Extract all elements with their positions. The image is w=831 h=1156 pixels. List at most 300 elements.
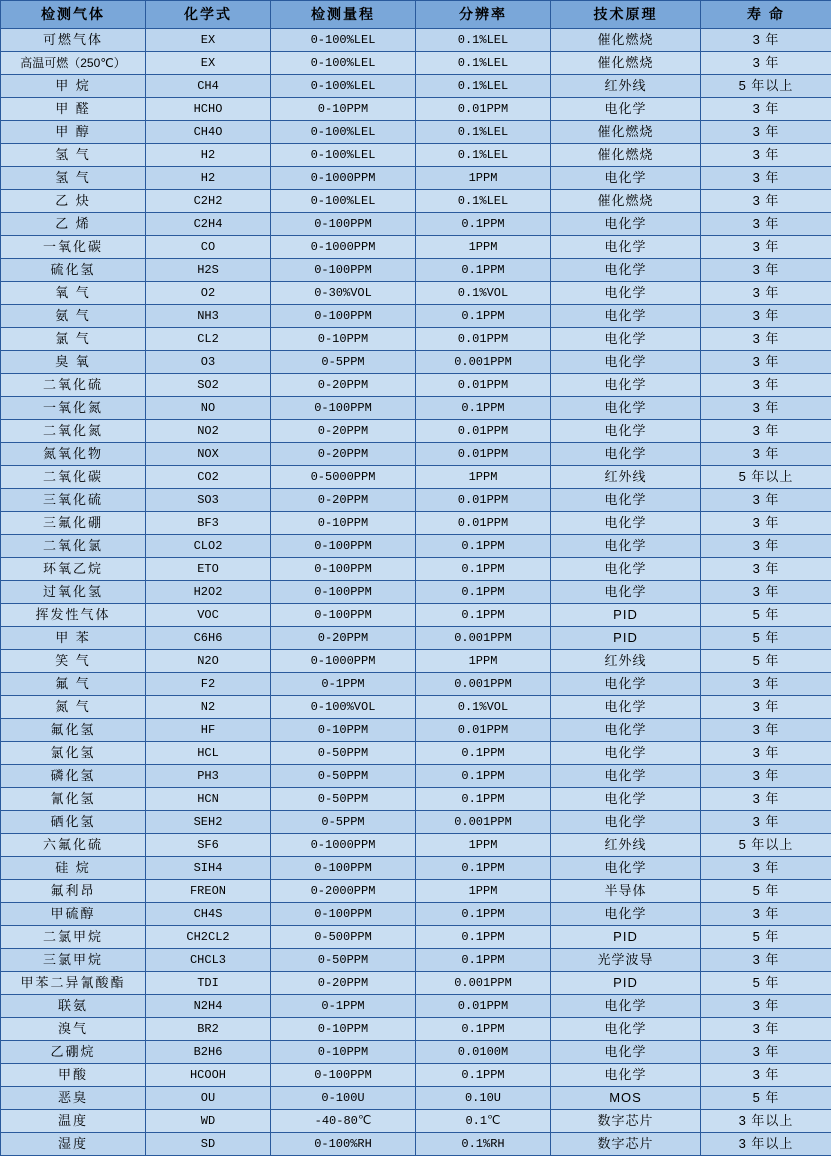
- table-row: [1, 558, 831, 581]
- cell-detection-range: 0-50PPM: [271, 949, 416, 972]
- cell-chemical-formula: CL2: [146, 328, 271, 351]
- cell-resolution: 0.1PPM: [416, 903, 551, 926]
- cell-chemical-formula: H2O2: [146, 581, 271, 604]
- cell-resolution: 0.1PPM: [416, 397, 551, 420]
- cell-detection-range: 0-1000PPM: [271, 236, 416, 259]
- table-row: [1, 949, 831, 972]
- cell-gas-name: 六氟化硫: [1, 834, 146, 857]
- cell-lifespan: 3 年: [701, 328, 831, 351]
- cell-technology: 电化学: [551, 167, 701, 190]
- cell-chemical-formula: C2H4: [146, 213, 271, 236]
- cell-technology: 电化学: [551, 903, 701, 926]
- table-row: [1, 75, 831, 98]
- cell-lifespan: 3 年: [701, 512, 831, 535]
- cell-gas-name: 氮氧化物: [1, 443, 146, 466]
- table-header-row: [1, 1, 831, 29]
- cell-technology: 红外线: [551, 75, 701, 98]
- cell-detection-range: 0-10PPM: [271, 98, 416, 121]
- cell-gas-name: 氟利昂: [1, 880, 146, 903]
- cell-resolution: 0.10U: [416, 1087, 551, 1110]
- cell-chemical-formula: CH4S: [146, 903, 271, 926]
- cell-chemical-formula: BF3: [146, 512, 271, 535]
- cell-detection-range: 0-100PPM: [271, 857, 416, 880]
- table-row: [1, 443, 831, 466]
- cell-resolution: 0.01PPM: [416, 420, 551, 443]
- cell-gas-name: 一氧化碳: [1, 236, 146, 259]
- cell-lifespan: 5 年: [701, 650, 831, 673]
- table-row: [1, 880, 831, 903]
- cell-chemical-formula: HCN: [146, 788, 271, 811]
- cell-technology: 电化学: [551, 765, 701, 788]
- table-row: [1, 1087, 831, 1110]
- cell-chemical-formula: H2: [146, 144, 271, 167]
- cell-detection-range: 0-100PPM: [271, 397, 416, 420]
- table-row: [1, 213, 831, 236]
- table-row: [1, 420, 831, 443]
- cell-chemical-formula: TDI: [146, 972, 271, 995]
- cell-chemical-formula: F2: [146, 673, 271, 696]
- cell-technology: PID: [551, 604, 701, 627]
- cell-lifespan: 5 年: [701, 926, 831, 949]
- table-row: [1, 834, 831, 857]
- cell-chemical-formula: SO3: [146, 489, 271, 512]
- table-body: [1, 29, 831, 1156]
- cell-chemical-formula: SD: [146, 1133, 271, 1156]
- cell-chemical-formula: CH4: [146, 75, 271, 98]
- cell-technology: 数字芯片: [551, 1110, 701, 1133]
- cell-gas-name: 联氨: [1, 995, 146, 1018]
- cell-chemical-formula: H2S: [146, 259, 271, 282]
- cell-lifespan: 5 年: [701, 627, 831, 650]
- cell-chemical-formula: PH3: [146, 765, 271, 788]
- cell-gas-name: 二氧化碳: [1, 466, 146, 489]
- cell-lifespan: 3 年: [701, 949, 831, 972]
- cell-technology: 电化学: [551, 213, 701, 236]
- cell-technology: 电化学: [551, 673, 701, 696]
- cell-technology: 半导体: [551, 880, 701, 903]
- table-row: [1, 995, 831, 1018]
- cell-resolution: 0.1%VOL: [416, 696, 551, 719]
- cell-lifespan: 3 年: [701, 696, 831, 719]
- table-row: [1, 305, 831, 328]
- table-row: [1, 972, 831, 995]
- cell-detection-range: 0-100PPM: [271, 1064, 416, 1087]
- cell-resolution: 0.1PPM: [416, 604, 551, 627]
- cell-lifespan: 3 年: [701, 144, 831, 167]
- cell-detection-range: 0-20PPM: [271, 627, 416, 650]
- cell-gas-name: 氯化氢: [1, 742, 146, 765]
- cell-resolution: 0.1PPM: [416, 765, 551, 788]
- cell-detection-range: 0-1PPM: [271, 673, 416, 696]
- cell-gas-name: 挥发性气体: [1, 604, 146, 627]
- table-row: [1, 903, 831, 926]
- cell-chemical-formula: N2H4: [146, 995, 271, 1018]
- table-row: [1, 466, 831, 489]
- cell-technology: 电化学: [551, 512, 701, 535]
- cell-detection-range: 0-100%LEL: [271, 29, 416, 52]
- cell-chemical-formula: CO2: [146, 466, 271, 489]
- cell-resolution: 0.0100M: [416, 1041, 551, 1064]
- cell-detection-range: 0-100%LEL: [271, 121, 416, 144]
- cell-chemical-formula: NO2: [146, 420, 271, 443]
- cell-resolution: 0.1%RH: [416, 1133, 551, 1156]
- cell-resolution: 0.1%LEL: [416, 52, 551, 75]
- cell-lifespan: 3 年: [701, 121, 831, 144]
- cell-detection-range: 0-10PPM: [271, 512, 416, 535]
- cell-gas-name: 甲苯二异氰酸酯: [1, 972, 146, 995]
- cell-detection-range: 0-100%RH: [271, 1133, 416, 1156]
- cell-lifespan: 3 年: [701, 29, 831, 52]
- cell-gas-name: 氧 气: [1, 282, 146, 305]
- cell-detection-range: 0-500PPM: [271, 926, 416, 949]
- cell-technology: 催化燃烧: [551, 121, 701, 144]
- cell-resolution: 0.1PPM: [416, 581, 551, 604]
- cell-lifespan: 3 年: [701, 489, 831, 512]
- cell-gas-name: 硒化氢: [1, 811, 146, 834]
- column-header-resolution: 分辨率: [416, 1, 551, 29]
- cell-detection-range: 0-20PPM: [271, 374, 416, 397]
- table-row: [1, 788, 831, 811]
- cell-technology: 催化燃烧: [551, 190, 701, 213]
- cell-gas-name: 氮 气: [1, 696, 146, 719]
- cell-technology: 电化学: [551, 98, 701, 121]
- cell-chemical-formula: CH2CL2: [146, 926, 271, 949]
- cell-lifespan: 3 年: [701, 374, 831, 397]
- cell-chemical-formula: CO: [146, 236, 271, 259]
- column-header-technology: 技术原理: [551, 1, 701, 29]
- cell-gas-name: 温度: [1, 1110, 146, 1133]
- cell-detection-range: 0-10PPM: [271, 719, 416, 742]
- table-row: [1, 190, 831, 213]
- cell-technology: 电化学: [551, 1064, 701, 1087]
- cell-lifespan: 3 年: [701, 1018, 831, 1041]
- cell-lifespan: 3 年: [701, 857, 831, 880]
- cell-lifespan: 3 年: [701, 236, 831, 259]
- cell-lifespan: 5 年: [701, 604, 831, 627]
- cell-resolution: 0.1℃: [416, 1110, 551, 1133]
- cell-technology: 光学波导: [551, 949, 701, 972]
- table-row: [1, 535, 831, 558]
- cell-technology: PID: [551, 627, 701, 650]
- cell-detection-range: 0-20PPM: [271, 972, 416, 995]
- cell-technology: 电化学: [551, 995, 701, 1018]
- cell-resolution: 0.1PPM: [416, 742, 551, 765]
- cell-technology: 电化学: [551, 397, 701, 420]
- cell-gas-name: 硫化氢: [1, 259, 146, 282]
- cell-technology: 电化学: [551, 305, 701, 328]
- cell-detection-range: 0-100PPM: [271, 259, 416, 282]
- table-row: [1, 236, 831, 259]
- cell-lifespan: 3 年: [701, 535, 831, 558]
- cell-resolution: 1PPM: [416, 650, 551, 673]
- cell-resolution: 0.1%LEL: [416, 29, 551, 52]
- cell-technology: PID: [551, 926, 701, 949]
- cell-gas-name: 氟 气: [1, 673, 146, 696]
- cell-technology: MOS: [551, 1087, 701, 1110]
- cell-lifespan: 3 年: [701, 719, 831, 742]
- cell-detection-range: 0-100%LEL: [271, 52, 416, 75]
- cell-gas-name: 硅 烷: [1, 857, 146, 880]
- cell-chemical-formula: B2H6: [146, 1041, 271, 1064]
- cell-resolution: 0.1%VOL: [416, 282, 551, 305]
- cell-detection-range: 0-100U: [271, 1087, 416, 1110]
- cell-detection-range: 0-5PPM: [271, 351, 416, 374]
- table-row: [1, 259, 831, 282]
- cell-technology: PID: [551, 972, 701, 995]
- table-row: [1, 98, 831, 121]
- cell-detection-range: 0-50PPM: [271, 788, 416, 811]
- cell-detection-range: 0-5PPM: [271, 811, 416, 834]
- table-row: [1, 29, 831, 52]
- cell-technology: 数字芯片: [551, 1133, 701, 1156]
- cell-technology: 电化学: [551, 236, 701, 259]
- cell-technology: 电化学: [551, 558, 701, 581]
- cell-resolution: 0.1%LEL: [416, 190, 551, 213]
- table-row: [1, 1041, 831, 1064]
- cell-chemical-formula: CHCL3: [146, 949, 271, 972]
- cell-lifespan: 5 年: [701, 880, 831, 903]
- cell-resolution: 0.001PPM: [416, 972, 551, 995]
- table-row: [1, 581, 831, 604]
- cell-detection-range: 0-1PPM: [271, 995, 416, 1018]
- cell-gas-name: 二氧化硫: [1, 374, 146, 397]
- cell-gas-name: 二氧化氮: [1, 420, 146, 443]
- cell-chemical-formula: O2: [146, 282, 271, 305]
- cell-gas-name: 三氧化硫: [1, 489, 146, 512]
- cell-resolution: 0.1PPM: [416, 259, 551, 282]
- cell-lifespan: 3 年以上: [701, 1110, 831, 1133]
- cell-detection-range: 0-100PPM: [271, 903, 416, 926]
- cell-technology: 电化学: [551, 811, 701, 834]
- cell-detection-range: 0-100PPM: [271, 535, 416, 558]
- cell-resolution: 0.1PPM: [416, 926, 551, 949]
- cell-gas-name: 过氧化氢: [1, 581, 146, 604]
- cell-lifespan: 3 年: [701, 213, 831, 236]
- cell-lifespan: 5 年: [701, 972, 831, 995]
- cell-chemical-formula: O3: [146, 351, 271, 374]
- cell-lifespan: 3 年: [701, 1064, 831, 1087]
- table-row: [1, 1064, 831, 1087]
- cell-technology: 电化学: [551, 581, 701, 604]
- cell-resolution: 0.01PPM: [416, 512, 551, 535]
- cell-detection-range: 0-1000PPM: [271, 834, 416, 857]
- table-row: [1, 144, 831, 167]
- cell-chemical-formula: WD: [146, 1110, 271, 1133]
- cell-chemical-formula: VOC: [146, 604, 271, 627]
- cell-chemical-formula: CH4O: [146, 121, 271, 144]
- table-row: [1, 650, 831, 673]
- cell-lifespan: 3 年: [701, 811, 831, 834]
- column-header-detection-range: 检测量程: [271, 1, 416, 29]
- cell-technology: 电化学: [551, 351, 701, 374]
- cell-technology: 电化学: [551, 420, 701, 443]
- cell-detection-range: 0-100%LEL: [271, 144, 416, 167]
- cell-chemical-formula: NOX: [146, 443, 271, 466]
- cell-detection-range: 0-2000PPM: [271, 880, 416, 903]
- cell-technology: 红外线: [551, 466, 701, 489]
- cell-detection-range: 0-50PPM: [271, 765, 416, 788]
- cell-detection-range: 0-100PPM: [271, 305, 416, 328]
- cell-chemical-formula: OU: [146, 1087, 271, 1110]
- table-row: [1, 811, 831, 834]
- cell-chemical-formula: C6H6: [146, 627, 271, 650]
- cell-gas-name: 氰化氢: [1, 788, 146, 811]
- table-row: [1, 627, 831, 650]
- cell-technology: 电化学: [551, 443, 701, 466]
- table-row: [1, 696, 831, 719]
- cell-lifespan: 3 年: [701, 190, 831, 213]
- cell-resolution: 1PPM: [416, 880, 551, 903]
- cell-technology: 催化燃烧: [551, 144, 701, 167]
- table-row: [1, 282, 831, 305]
- cell-lifespan: 3 年: [701, 1041, 831, 1064]
- cell-resolution: 0.1PPM: [416, 558, 551, 581]
- cell-lifespan: 5 年以上: [701, 834, 831, 857]
- cell-lifespan: 5 年: [701, 1087, 831, 1110]
- cell-chemical-formula: N2: [146, 696, 271, 719]
- cell-resolution: 0.001PPM: [416, 627, 551, 650]
- cell-detection-range: 0-100PPM: [271, 558, 416, 581]
- cell-gas-name: 溴气: [1, 1018, 146, 1041]
- cell-gas-name: 二氯甲烷: [1, 926, 146, 949]
- cell-lifespan: 3 年: [701, 443, 831, 466]
- table-row: [1, 374, 831, 397]
- cell-chemical-formula: C2H2: [146, 190, 271, 213]
- table-row: [1, 765, 831, 788]
- cell-chemical-formula: EX: [146, 29, 271, 52]
- table-row: [1, 489, 831, 512]
- cell-technology: 电化学: [551, 696, 701, 719]
- cell-gas-name: 环氧乙烷: [1, 558, 146, 581]
- cell-lifespan: 3 年: [701, 673, 831, 696]
- cell-resolution: 0.01PPM: [416, 98, 551, 121]
- cell-resolution: 0.1%LEL: [416, 121, 551, 144]
- cell-gas-name: 湿度: [1, 1133, 146, 1156]
- cell-lifespan: 3 年: [701, 52, 831, 75]
- cell-lifespan: 3 年: [701, 397, 831, 420]
- cell-chemical-formula: ETO: [146, 558, 271, 581]
- cell-chemical-formula: HF: [146, 719, 271, 742]
- cell-chemical-formula: SEH2: [146, 811, 271, 834]
- cell-detection-range: 0-30%VOL: [271, 282, 416, 305]
- cell-chemical-formula: HCL: [146, 742, 271, 765]
- cell-gas-name: 甲酸: [1, 1064, 146, 1087]
- cell-lifespan: 3 年: [701, 351, 831, 374]
- cell-chemical-formula: SO2: [146, 374, 271, 397]
- cell-detection-range: 0-10PPM: [271, 1018, 416, 1041]
- cell-gas-name: 氢 气: [1, 144, 146, 167]
- cell-resolution: 0.01PPM: [416, 374, 551, 397]
- cell-lifespan: 5 年以上: [701, 466, 831, 489]
- cell-resolution: 0.1PPM: [416, 305, 551, 328]
- cell-lifespan: 3 年: [701, 742, 831, 765]
- table-row: [1, 328, 831, 351]
- cell-gas-name: 氟化氢: [1, 719, 146, 742]
- cell-detection-range: 0-100PPM: [271, 213, 416, 236]
- cell-resolution: 0.1PPM: [416, 949, 551, 972]
- cell-detection-range: 0-50PPM: [271, 742, 416, 765]
- cell-lifespan: 3 年: [701, 420, 831, 443]
- cell-chemical-formula: EX: [146, 52, 271, 75]
- cell-resolution: 0.1PPM: [416, 857, 551, 880]
- cell-resolution: 0.001PPM: [416, 351, 551, 374]
- cell-chemical-formula: CLO2: [146, 535, 271, 558]
- table-row: [1, 673, 831, 696]
- table-row: [1, 121, 831, 144]
- table-header: [1, 1, 831, 29]
- cell-gas-name: 甲 苯: [1, 627, 146, 650]
- cell-gas-name: 臭 氧: [1, 351, 146, 374]
- cell-resolution: 1PPM: [416, 834, 551, 857]
- cell-lifespan: 3 年以上: [701, 1133, 831, 1156]
- cell-chemical-formula: FREON: [146, 880, 271, 903]
- table-row: [1, 604, 831, 627]
- cell-technology: 电化学: [551, 282, 701, 305]
- cell-detection-range: 0-20PPM: [271, 420, 416, 443]
- cell-resolution: 0.001PPM: [416, 673, 551, 696]
- cell-detection-range: 0-100%VOL: [271, 696, 416, 719]
- column-header-gas-name: 检测气体: [1, 1, 146, 29]
- cell-lifespan: 3 年: [701, 259, 831, 282]
- cell-resolution: 0.1%LEL: [416, 144, 551, 167]
- cell-gas-name: 二氧化氯: [1, 535, 146, 558]
- cell-technology: 电化学: [551, 259, 701, 282]
- cell-detection-range: 0-1000PPM: [271, 650, 416, 673]
- cell-resolution: 0.1PPM: [416, 1018, 551, 1041]
- cell-technology: 电化学: [551, 489, 701, 512]
- cell-chemical-formula: SIH4: [146, 857, 271, 880]
- cell-gas-name: 乙硼烷: [1, 1041, 146, 1064]
- cell-detection-range: 0-100%LEL: [271, 190, 416, 213]
- cell-technology: 电化学: [551, 328, 701, 351]
- cell-gas-name: 乙 烯: [1, 213, 146, 236]
- cell-lifespan: 3 年: [701, 581, 831, 604]
- cell-technology: 电化学: [551, 1041, 701, 1064]
- cell-gas-name: 氨 气: [1, 305, 146, 328]
- cell-resolution: 0.1%LEL: [416, 75, 551, 98]
- cell-lifespan: 3 年: [701, 903, 831, 926]
- cell-lifespan: 3 年: [701, 788, 831, 811]
- cell-detection-range: 0-1000PPM: [271, 167, 416, 190]
- cell-chemical-formula: BR2: [146, 1018, 271, 1041]
- cell-resolution: 0.01PPM: [416, 443, 551, 466]
- cell-lifespan: 3 年: [701, 305, 831, 328]
- cell-lifespan: 3 年: [701, 282, 831, 305]
- cell-technology: 电化学: [551, 374, 701, 397]
- table-row: [1, 52, 831, 75]
- cell-gas-name: 高温可燃（250℃）: [1, 52, 146, 75]
- cell-resolution: 0.001PPM: [416, 811, 551, 834]
- cell-gas-name: 甲 醛: [1, 98, 146, 121]
- cell-detection-range: 0-20PPM: [271, 489, 416, 512]
- table-row: [1, 926, 831, 949]
- cell-gas-name: 甲 醇: [1, 121, 146, 144]
- cell-detection-range: -40-80℃: [271, 1110, 416, 1133]
- cell-chemical-formula: N2O: [146, 650, 271, 673]
- cell-detection-range: 0-100%LEL: [271, 75, 416, 98]
- cell-detection-range: 0-100PPM: [271, 581, 416, 604]
- cell-gas-name: 乙 炔: [1, 190, 146, 213]
- cell-lifespan: 3 年: [701, 995, 831, 1018]
- cell-resolution: 1PPM: [416, 466, 551, 489]
- cell-detection-range: 0-10PPM: [271, 1041, 416, 1064]
- table-row: [1, 167, 831, 190]
- cell-technology: 电化学: [551, 719, 701, 742]
- cell-technology: 催化燃烧: [551, 29, 701, 52]
- cell-resolution: 0.1PPM: [416, 535, 551, 558]
- cell-technology: 红外线: [551, 834, 701, 857]
- cell-gas-name: 甲硫醇: [1, 903, 146, 926]
